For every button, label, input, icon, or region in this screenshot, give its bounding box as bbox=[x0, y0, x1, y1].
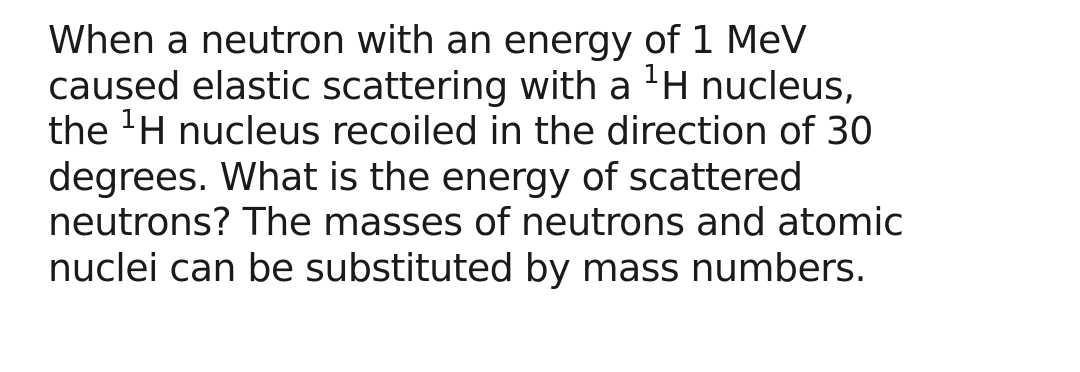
question-text-segment: H nucleus, bbox=[660, 63, 855, 108]
question-line: neutrons? The masses of neutrons and atomic bbox=[48, 200, 904, 244]
question-text-segment: caused elastic scattering with a bbox=[48, 63, 643, 108]
mass-number-superscript: 1 bbox=[642, 59, 659, 90]
mass-number-superscript: 1 bbox=[120, 105, 136, 135]
question-line: When a neutron with an energy of 1 MeV bbox=[48, 18, 807, 62]
question-text-segment: H nucleus recoiled in the direction of 30 bbox=[138, 109, 873, 153]
question-line bbox=[48, 105, 1058, 155]
question-line: degrees. What is the energy of scattered bbox=[48, 154, 803, 199]
question-line bbox=[48, 59, 1058, 110]
question-text-segment: the bbox=[48, 109, 121, 153]
question-text bbox=[48, 18, 1058, 291]
question-line: nuclei can be substituted by mass numbers. bbox=[48, 245, 866, 290]
